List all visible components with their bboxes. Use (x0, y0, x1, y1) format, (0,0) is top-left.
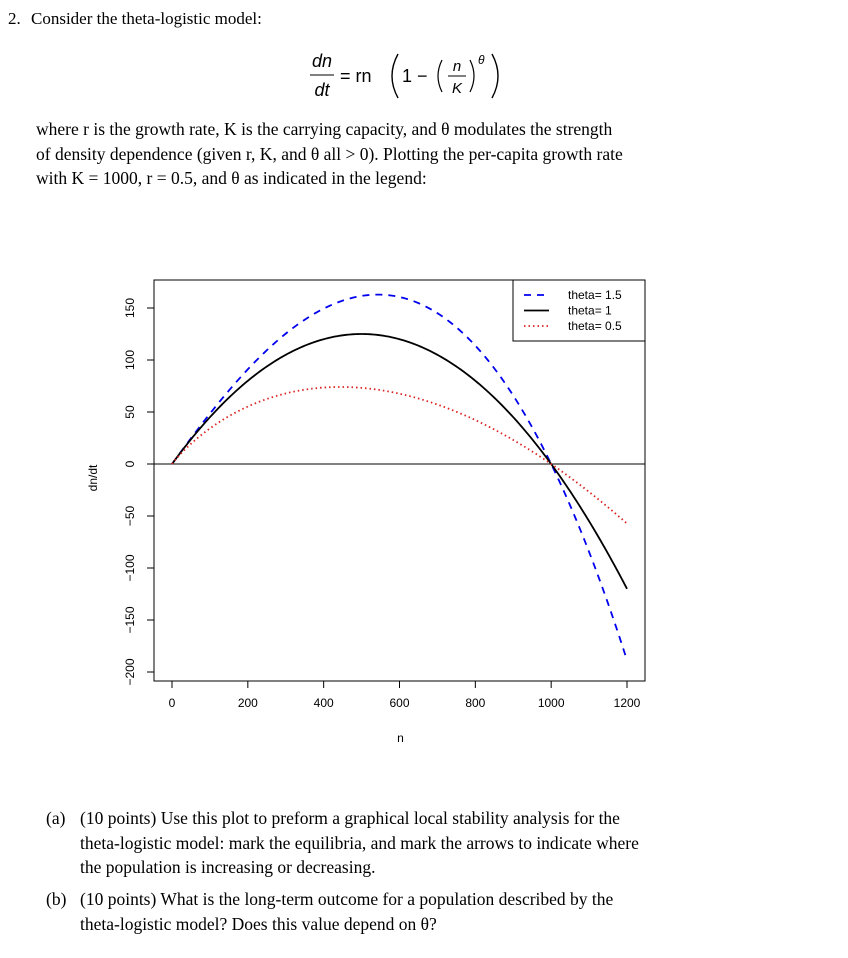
question-number: 2. (8, 9, 21, 28)
subquestion-b (46, 887, 786, 939)
eq-lhs-den: dt (314, 80, 330, 100)
paragraph-line: where r is the growth rate, K is the carrying capacity, and θ modulates the strength (36, 119, 613, 139)
subquestion-label: (b) (46, 889, 67, 909)
x-tick-label: 400 (313, 696, 334, 710)
paragraph-line: with K = 1000, r = 0.5, and θ as indicated in the legend: (36, 168, 427, 188)
subquestion-line: the population is increasing or decreasing. (80, 857, 376, 877)
x-tick-label: 600 (389, 696, 410, 710)
subquestion-line: theta-logistic model: mark the equilibria, and mark the arrows to indicate where (80, 832, 639, 853)
eq-lhs-num: dn (311, 51, 333, 71)
subquestion-line: theta-logistic model? Does this value depend on θ? (80, 913, 437, 934)
y-tick-label: −150 (123, 606, 137, 634)
subquestion-line: (10 points) What is the long-term outcome for a population described by the (80, 889, 614, 909)
y-tick-label: −50 (123, 505, 137, 527)
x-tick-label: 0 (168, 696, 176, 710)
y-tick-label: 50 (123, 405, 137, 419)
y-tick-label: 100 (123, 349, 137, 371)
series-line (172, 334, 627, 589)
eq-exponent: θ (478, 53, 485, 67)
x-tick-label: 800 (465, 696, 486, 710)
subquestion-a (46, 806, 786, 882)
x-tick-label: 1200 (613, 696, 641, 710)
paragraph-line: of density dependence (given r, K, and θ all > 0). Plotting the per-capita growth rate (36, 143, 623, 164)
subquestion-label: (a) (46, 808, 66, 828)
x-tick-label: 200 (237, 696, 258, 710)
x-axis-label: n (397, 731, 404, 745)
y-axis-label: dn/dt (86, 464, 100, 492)
legend-entry: theta= 1.5 (568, 288, 622, 302)
series-line (172, 295, 627, 661)
legend-entry: theta= 0.5 (568, 319, 622, 333)
y-tick-label: 0 (123, 460, 137, 468)
eq-frac-num: n (452, 58, 462, 75)
eq-frac-den: K (451, 80, 463, 97)
eq-one-minus: 1 − (402, 66, 428, 86)
legend-entry: theta= 1 (568, 303, 612, 318)
x-tick-label: 1000 (537, 696, 565, 710)
y-tick-label: 150 (123, 297, 137, 319)
y-tick-label: −100 (123, 554, 137, 582)
subquestion-line: (10 points) Use this plot to preform a graphical local stability analysis for the (80, 808, 620, 828)
series-line (172, 387, 627, 524)
y-tick-label: −200 (123, 658, 137, 686)
question-intro: Consider the theta-logistic model: (31, 9, 262, 28)
eq-equals-rn: = rn (340, 66, 372, 86)
